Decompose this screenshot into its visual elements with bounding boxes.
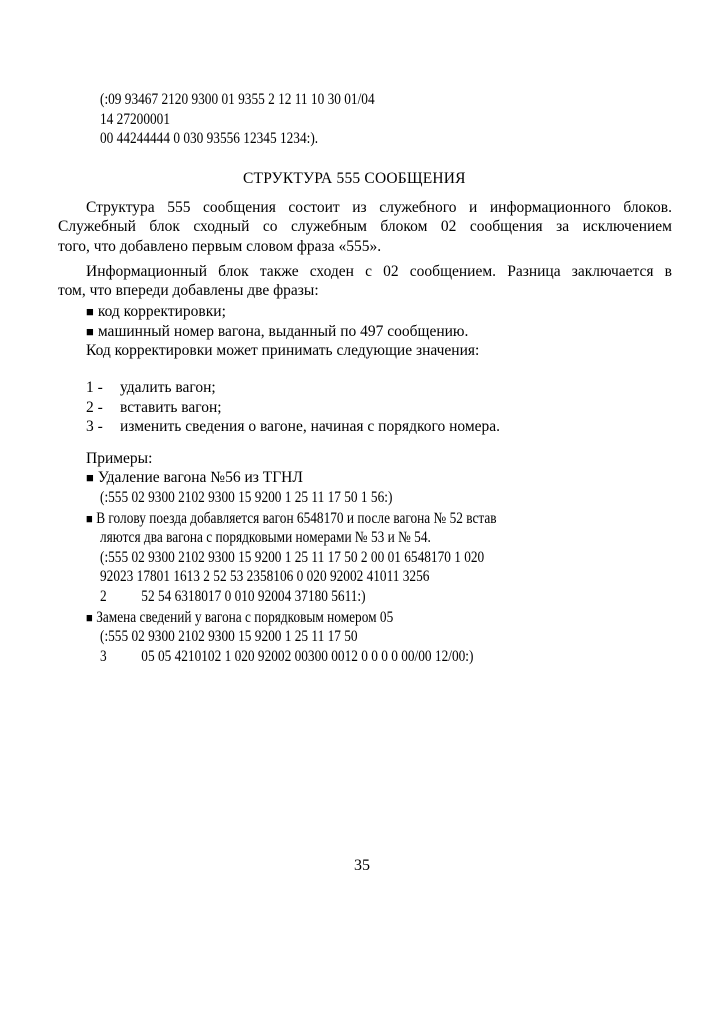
example-2-title-cont: ляются два вагона с порядковыми номерами № 53 и № 54. — [100, 529, 431, 546]
codes-intro: Код корректировки может принимать следующие значения: — [86, 342, 480, 359]
example-1-title — [86, 468, 303, 488]
example-2-line-3 — [100, 587, 366, 607]
paragraph-2-line-1: Информационный блок также сходен с 02 сообщением. Разница заключается в — [86, 263, 672, 280]
example-2-line-2: 92023 17801 1613 2 52 53 2358106 0 020 92002 41011 3256 — [100, 568, 430, 585]
example-title-text: Замена сведений у вагона с порядковым номером 05 — [96, 609, 394, 626]
example-2-line-1: (:555 02 9300 2102 9300 15 9200 1 25 11 17 50 2 00 01 6548170 1 020 — [100, 549, 485, 566]
bullet-square-icon: ■ — [86, 610, 93, 625]
bullet-square-icon: ■ — [86, 470, 94, 485]
example-2-last-line: 52 54 6318017 0 010 92004 37180 5611:) — [141, 588, 366, 605]
example-title-text: Удаление вагона №56 из ТГНЛ — [97, 469, 303, 486]
bullet-square-icon: ■ — [86, 304, 94, 319]
section-heading: СТРУКТУРА 555 СООБЩЕНИЯ — [243, 170, 466, 187]
paragraph-2-line-2: том, что впереди добавлены две фразы: — [58, 282, 319, 299]
bullet-text: код корректировки; — [97, 303, 226, 320]
example-3-last-num: 3 — [100, 648, 107, 665]
code-number: 3 - — [86, 418, 103, 435]
bullet-item — [86, 302, 226, 322]
example-3-line-2 — [100, 647, 473, 667]
example-2-title — [86, 509, 497, 529]
code-text: вставить вагон; — [120, 399, 222, 416]
example-intro-line-1: (:09 93467 2120 9300 01 9355 2 12 11 10 30 01/04 — [100, 91, 375, 108]
bullet-item — [86, 322, 468, 342]
bullet-square-icon: ■ — [86, 511, 93, 526]
example-2-last-num: 2 — [100, 588, 107, 605]
bullet-text: машинный номер вагона, выданный по 497 сообщению. — [97, 323, 469, 340]
page-number: 35 — [354, 857, 370, 874]
code-text: изменить сведения о вагоне, начиная с порядкого номера. — [120, 418, 501, 435]
example-1-line-1: (:555 02 9300 2102 9300 15 9200 1 25 11 17 50 1 56:) — [100, 489, 393, 506]
paragraph-1-line-1: Структура 555 сообщения состоит из служебного и информационного блоков. — [86, 199, 672, 216]
code-number: 1 - — [86, 379, 103, 396]
paragraph-1-line-2: Служебный блок сходный со служебным блоком 02 сообщения за исключением — [58, 218, 672, 235]
code-item — [86, 378, 216, 398]
example-intro-line-3: 00 44244444 0 030 93556 12345 1234:). — [100, 130, 319, 147]
example-title-text: В голову поезда добавляется вагон 6548170 и после вагона № 52 встав — [96, 510, 497, 527]
example-intro-line-2: 14 27200001 — [100, 111, 170, 128]
bullet-square-icon: ■ — [86, 324, 94, 339]
code-text: удалить вагон; — [120, 379, 216, 396]
example-3-line-1: (:555 02 9300 2102 9300 15 9200 1 25 11 17 50 — [100, 628, 358, 645]
code-number: 2 - — [86, 399, 103, 416]
paragraph-1-line-3: того, что добавлено первым словом фраза «555». — [58, 238, 382, 255]
code-item — [86, 398, 222, 418]
examples-title: Примеры: — [86, 450, 153, 467]
example-3-title — [86, 608, 393, 628]
example-3-last-line: 05 05 4210102 1 020 92002 00300 0012 0 0 0 0 00/00 12/00:) — [141, 648, 474, 665]
code-item — [86, 417, 500, 437]
